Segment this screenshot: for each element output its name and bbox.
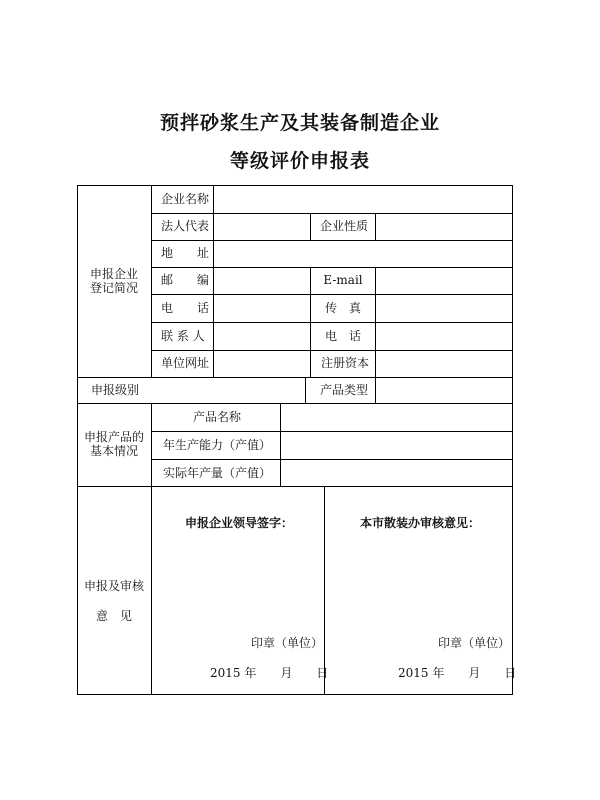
email-label: E-mail (323, 273, 363, 287)
postcode-label: 邮 编 (161, 273, 210, 287)
authority-seal-label: 印章（单位） (438, 636, 511, 650)
actual-output-field[interactable] (281, 460, 512, 486)
company-name-field[interactable] (214, 186, 512, 213)
phone-label: 电 话 (161, 301, 210, 315)
level-field[interactable] (152, 378, 305, 403)
annual-capacity-label: 年生产能力（产值） (163, 438, 272, 452)
reg-capital-label: 注册资本 (321, 356, 370, 370)
product-name-label: 产品名称 (193, 410, 242, 424)
actual-output-label: 实际年产量（产值） (163, 466, 272, 480)
product-type-label: 产品类型 (320, 383, 369, 397)
website-field[interactable] (214, 351, 310, 377)
application-form-table (77, 185, 517, 695)
fax-label: 传 真 (324, 301, 361, 315)
applicant-signature-area[interactable] (152, 535, 324, 625)
authority-date: 2015 年 月 日 (398, 666, 517, 680)
legal-rep-label: 法人代表 (161, 219, 210, 233)
product-type-field[interactable] (376, 378, 512, 403)
postcode-field[interactable] (214, 268, 310, 294)
company-name-label: 企业名称 (161, 192, 210, 206)
authority-review-heading: 本市散装办审核意见： (360, 516, 481, 530)
review-section-label: 申报及审核 意 见 (83, 579, 144, 623)
level-label: 申报级别 (91, 383, 140, 397)
applicant-seal-label: 印章（单位） (251, 636, 324, 650)
website-label: 单位网址 (161, 356, 210, 370)
contact-field[interactable] (214, 323, 310, 350)
form-title-line1: 预拌砂浆生产及其装备制造企业 (159, 112, 440, 134)
reg-capital-field[interactable] (376, 351, 512, 377)
email-field[interactable] (376, 268, 512, 294)
authority-review-area[interactable] (325, 535, 512, 625)
company-nature-field[interactable] (376, 214, 512, 240)
annual-capacity-field[interactable] (281, 432, 512, 459)
company-nature-label: 企业性质 (320, 219, 369, 233)
product-section-label: 申报产品的 基本情况 (83, 430, 144, 458)
contact-label: 联 系 人 (161, 329, 205, 343)
legal-rep-field[interactable] (214, 214, 310, 240)
registration-section-label: 申报企业 登记简况 (89, 267, 138, 295)
applicant-signature-heading: 申报企业领导签字： (185, 516, 294, 530)
contact-phone-label: 电 话 (324, 329, 361, 343)
product-name-field[interactable] (281, 404, 512, 431)
applicant-date: 2015 年 月 日 (210, 666, 329, 680)
phone-field[interactable] (214, 295, 310, 322)
contact-phone-field[interactable] (376, 323, 512, 350)
address-field[interactable] (214, 241, 512, 267)
address-label: 地 址 (161, 246, 210, 260)
fax-field[interactable] (376, 295, 512, 322)
form-title-line2: 等级评价申报表 (229, 150, 370, 172)
